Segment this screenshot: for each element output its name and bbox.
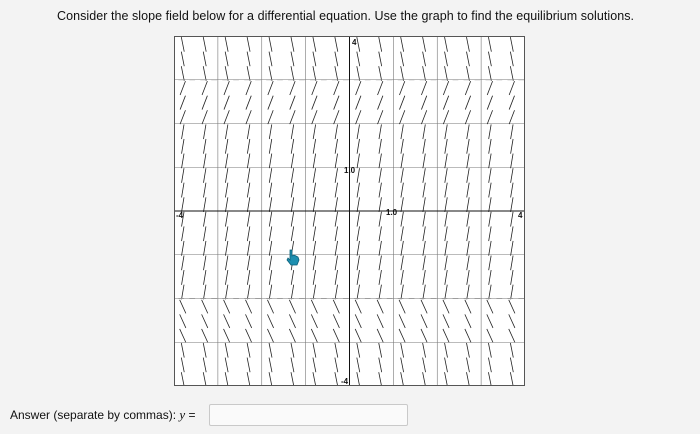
answer-equals: = xyxy=(188,408,196,422)
answer-input[interactable] xyxy=(209,404,408,426)
x-min-label: -4 xyxy=(176,211,184,220)
answer-variable: y xyxy=(179,407,186,422)
y-max-label: 4 xyxy=(352,38,357,47)
slope-field-svg xyxy=(174,36,525,386)
x-one-label: 1.0 xyxy=(386,208,398,217)
x-max-label: 4 xyxy=(518,211,523,220)
hand-pointer-icon xyxy=(285,249,301,267)
answer-label xyxy=(10,407,196,423)
answer-label-prefix: Answer (separate by commas): xyxy=(10,408,177,422)
slope-field-graph xyxy=(174,36,525,386)
y-min-label: -4 xyxy=(341,377,349,386)
question-text: Consider the slope field below for a differential equation. Use the graph to find the equilibrium solutions. xyxy=(57,9,635,23)
y-one-label: 1.0 xyxy=(344,166,356,175)
